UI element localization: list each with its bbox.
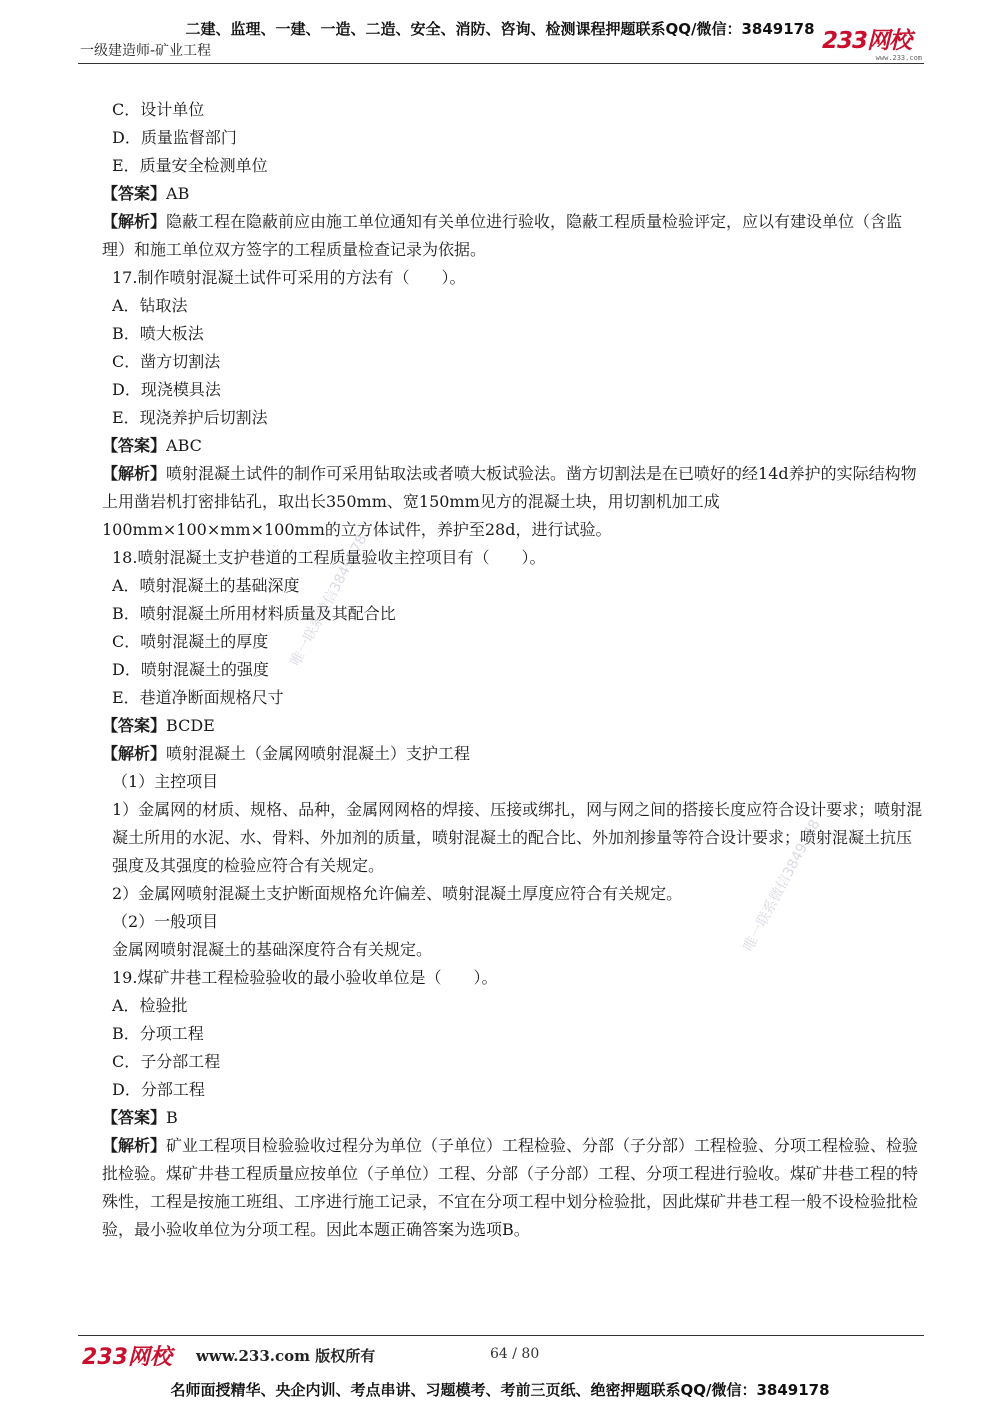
answer-option — [78, 1048, 924, 1076]
line-text: D．质量监督部门 — [112, 128, 237, 147]
body-paragraph — [78, 936, 924, 964]
line-text: 喷射混凝土（金属网喷射混凝土）支护工程 — [166, 744, 471, 763]
label-tag: 【答案】 — [102, 436, 167, 455]
answer-option — [78, 1076, 924, 1104]
label-tag: 【解析】 — [102, 464, 167, 483]
line-text: （2）一般项目 — [112, 912, 219, 931]
answer-option — [78, 292, 924, 320]
footer-copyright: www.233.com 版权所有 — [196, 1347, 376, 1365]
header-divider — [78, 63, 924, 64]
label-tag: 【答案】 — [102, 1108, 167, 1127]
line-text: C．子分部工程 — [112, 1052, 221, 1071]
document-subtitle: 一级建造师-矿业工程 — [80, 43, 212, 59]
line-text: C．凿方切割法 — [112, 352, 221, 371]
label-tag: 【解析】 — [102, 212, 167, 231]
body-paragraph — [78, 908, 924, 936]
answer-option — [78, 96, 924, 124]
line-text: 隐蔽工程在隐蔽前应由施工单位通知有关单位进行验收，隐蔽工程质量检验评定，应以有建设单位（含监理）和施工单位双方签字的工程质量检查记录为依据。 — [102, 212, 903, 259]
line-text: D．喷射混凝土的强度 — [112, 660, 269, 679]
answer-option — [78, 348, 924, 376]
logo-text: 233网校 — [822, 28, 912, 54]
line-text: E．现浇养护后切割法 — [112, 408, 268, 427]
line-text: BCDE — [166, 716, 215, 735]
line-text: B — [166, 1108, 178, 1127]
line-text: 18.喷射混凝土支护巷道的工程质量验收主控项目有（ ）。 — [112, 548, 546, 567]
answer-option — [78, 992, 924, 1020]
analysis-paragraph — [78, 208, 924, 264]
line-text: E．巷道净断面规格尺寸 — [112, 688, 284, 707]
footer-logo: 233网校 — [82, 1345, 172, 1370]
watermark: 唯一联系微信3849178 — [287, 532, 371, 669]
line-text: B．喷大板法 — [112, 324, 204, 343]
answer-option — [78, 1020, 924, 1048]
label-tag: 【答案】 — [102, 184, 167, 203]
line-text: 1）金属网的材质、规格、品种，金属网网格的焊接、压接或绑扎，网与网之间的搭接长度应符合设计要求；喷射混凝土所用的水泥、水、骨料、外加剂的质量，喷射混凝土的配合比、外加剂掺量等符合设计要求；喷射混凝土抗压强度及其强度的检验应符合有关规定。 — [112, 800, 923, 875]
body-paragraph — [78, 768, 924, 796]
line-text: E．质量安全检测单位 — [112, 156, 268, 175]
footer-divider — [78, 1335, 924, 1336]
line-text: AB — [166, 184, 190, 203]
answer-option — [78, 124, 924, 152]
line-text: C．设计单位 — [112, 100, 205, 119]
page-number: 64 / 80 — [490, 1346, 540, 1362]
line-text: 19.煤矿井巷工程检验验收的最小验收单位是（ ）。 — [112, 968, 498, 987]
answer-option — [78, 656, 924, 684]
answer-line — [78, 1104, 924, 1132]
line-text: A．喷射混凝土的基础深度 — [112, 576, 300, 595]
line-text: B．分项工程 — [112, 1024, 204, 1043]
question-stem — [78, 264, 924, 292]
line-text: A．钻取法 — [112, 296, 188, 315]
label-tag: 【答案】 — [102, 716, 167, 735]
line-text: C．喷射混凝土的厚度 — [112, 632, 269, 651]
line-text: ABC — [166, 436, 202, 455]
question-stem — [78, 964, 924, 992]
answer-line — [78, 180, 924, 208]
brand-logo — [822, 30, 922, 62]
line-text: （1）主控项目 — [112, 772, 219, 791]
line-text: 金属网喷射混凝土的基础深度符合有关规定。 — [112, 940, 433, 959]
answer-option — [78, 376, 924, 404]
line-text: 喷射混凝土试件的制作可采用钻取法或者喷大板试验法。凿方切割法是在已喷好的经14d养护的实际结构物上用凿岩机打密排钻孔，取出长350mm、宽150mm见方的混凝土块，用切割机加工成100mm×100×mm×100mm的立方体试件，养护至28d，进行试验。 — [102, 464, 917, 539]
logo-url: www.233.com — [875, 54, 922, 62]
label-tag: 【解析】 — [102, 744, 167, 763]
footer-banner: 名师面授精华、央企内训、考点串讲、习题模考、考前三页纸、绝密押题联系QQ/微信：3849178 — [170, 1381, 830, 1399]
answer-option — [78, 628, 924, 656]
answer-option — [78, 600, 924, 628]
line-text: 17.制作喷射混凝土试件可采用的方法有（ ）。 — [112, 268, 466, 287]
header-banner: 二建、监理、一建、一造、二造、安全、消防、咨询、检测课程押题联系QQ/微信：3849178 — [185, 20, 815, 38]
body-paragraph — [78, 880, 924, 908]
line-text: D．现浇模具法 — [112, 380, 221, 399]
answer-line — [78, 712, 924, 740]
question-stem — [78, 544, 924, 572]
document-body — [78, 96, 924, 1244]
analysis-paragraph — [78, 1132, 924, 1244]
answer-option — [78, 572, 924, 600]
answer-option — [78, 152, 924, 180]
line-text: A．检验批 — [112, 996, 188, 1015]
line-text: 2）金属网喷射混凝土支护断面规格允许偏差、喷射混凝土厚度应符合有关规定。 — [112, 884, 683, 903]
watermark: 唯一联系微信3849178 — [740, 817, 824, 954]
line-text: 矿业工程项目检验验收过程分为单位（子单位）工程检验、分部（子分部）工程检验、分项工程检验、检验批检验。煤矿井巷工程质量应按单位（子单位）工程、分部（子分部）工程、分项工程进行验收。煤矿井巷工程的特殊性，工程是按施工班组、工序进行施工记录，不宜在分项工程中划分检验批，因此煤矿井巷工程一般不设检验批检验，最小验收单位为分项工程。因此本题正确答案为选项B。 — [102, 1136, 919, 1239]
answer-option — [78, 320, 924, 348]
answer-option — [78, 684, 924, 712]
answer-line — [78, 432, 924, 460]
analysis-paragraph — [78, 740, 924, 768]
label-tag: 【解析】 — [102, 1136, 167, 1155]
line-text: B．喷射混凝土所用材料质量及其配合比 — [112, 604, 396, 623]
answer-option — [78, 404, 924, 432]
line-text: D．分部工程 — [112, 1080, 205, 1099]
analysis-paragraph — [78, 460, 924, 544]
